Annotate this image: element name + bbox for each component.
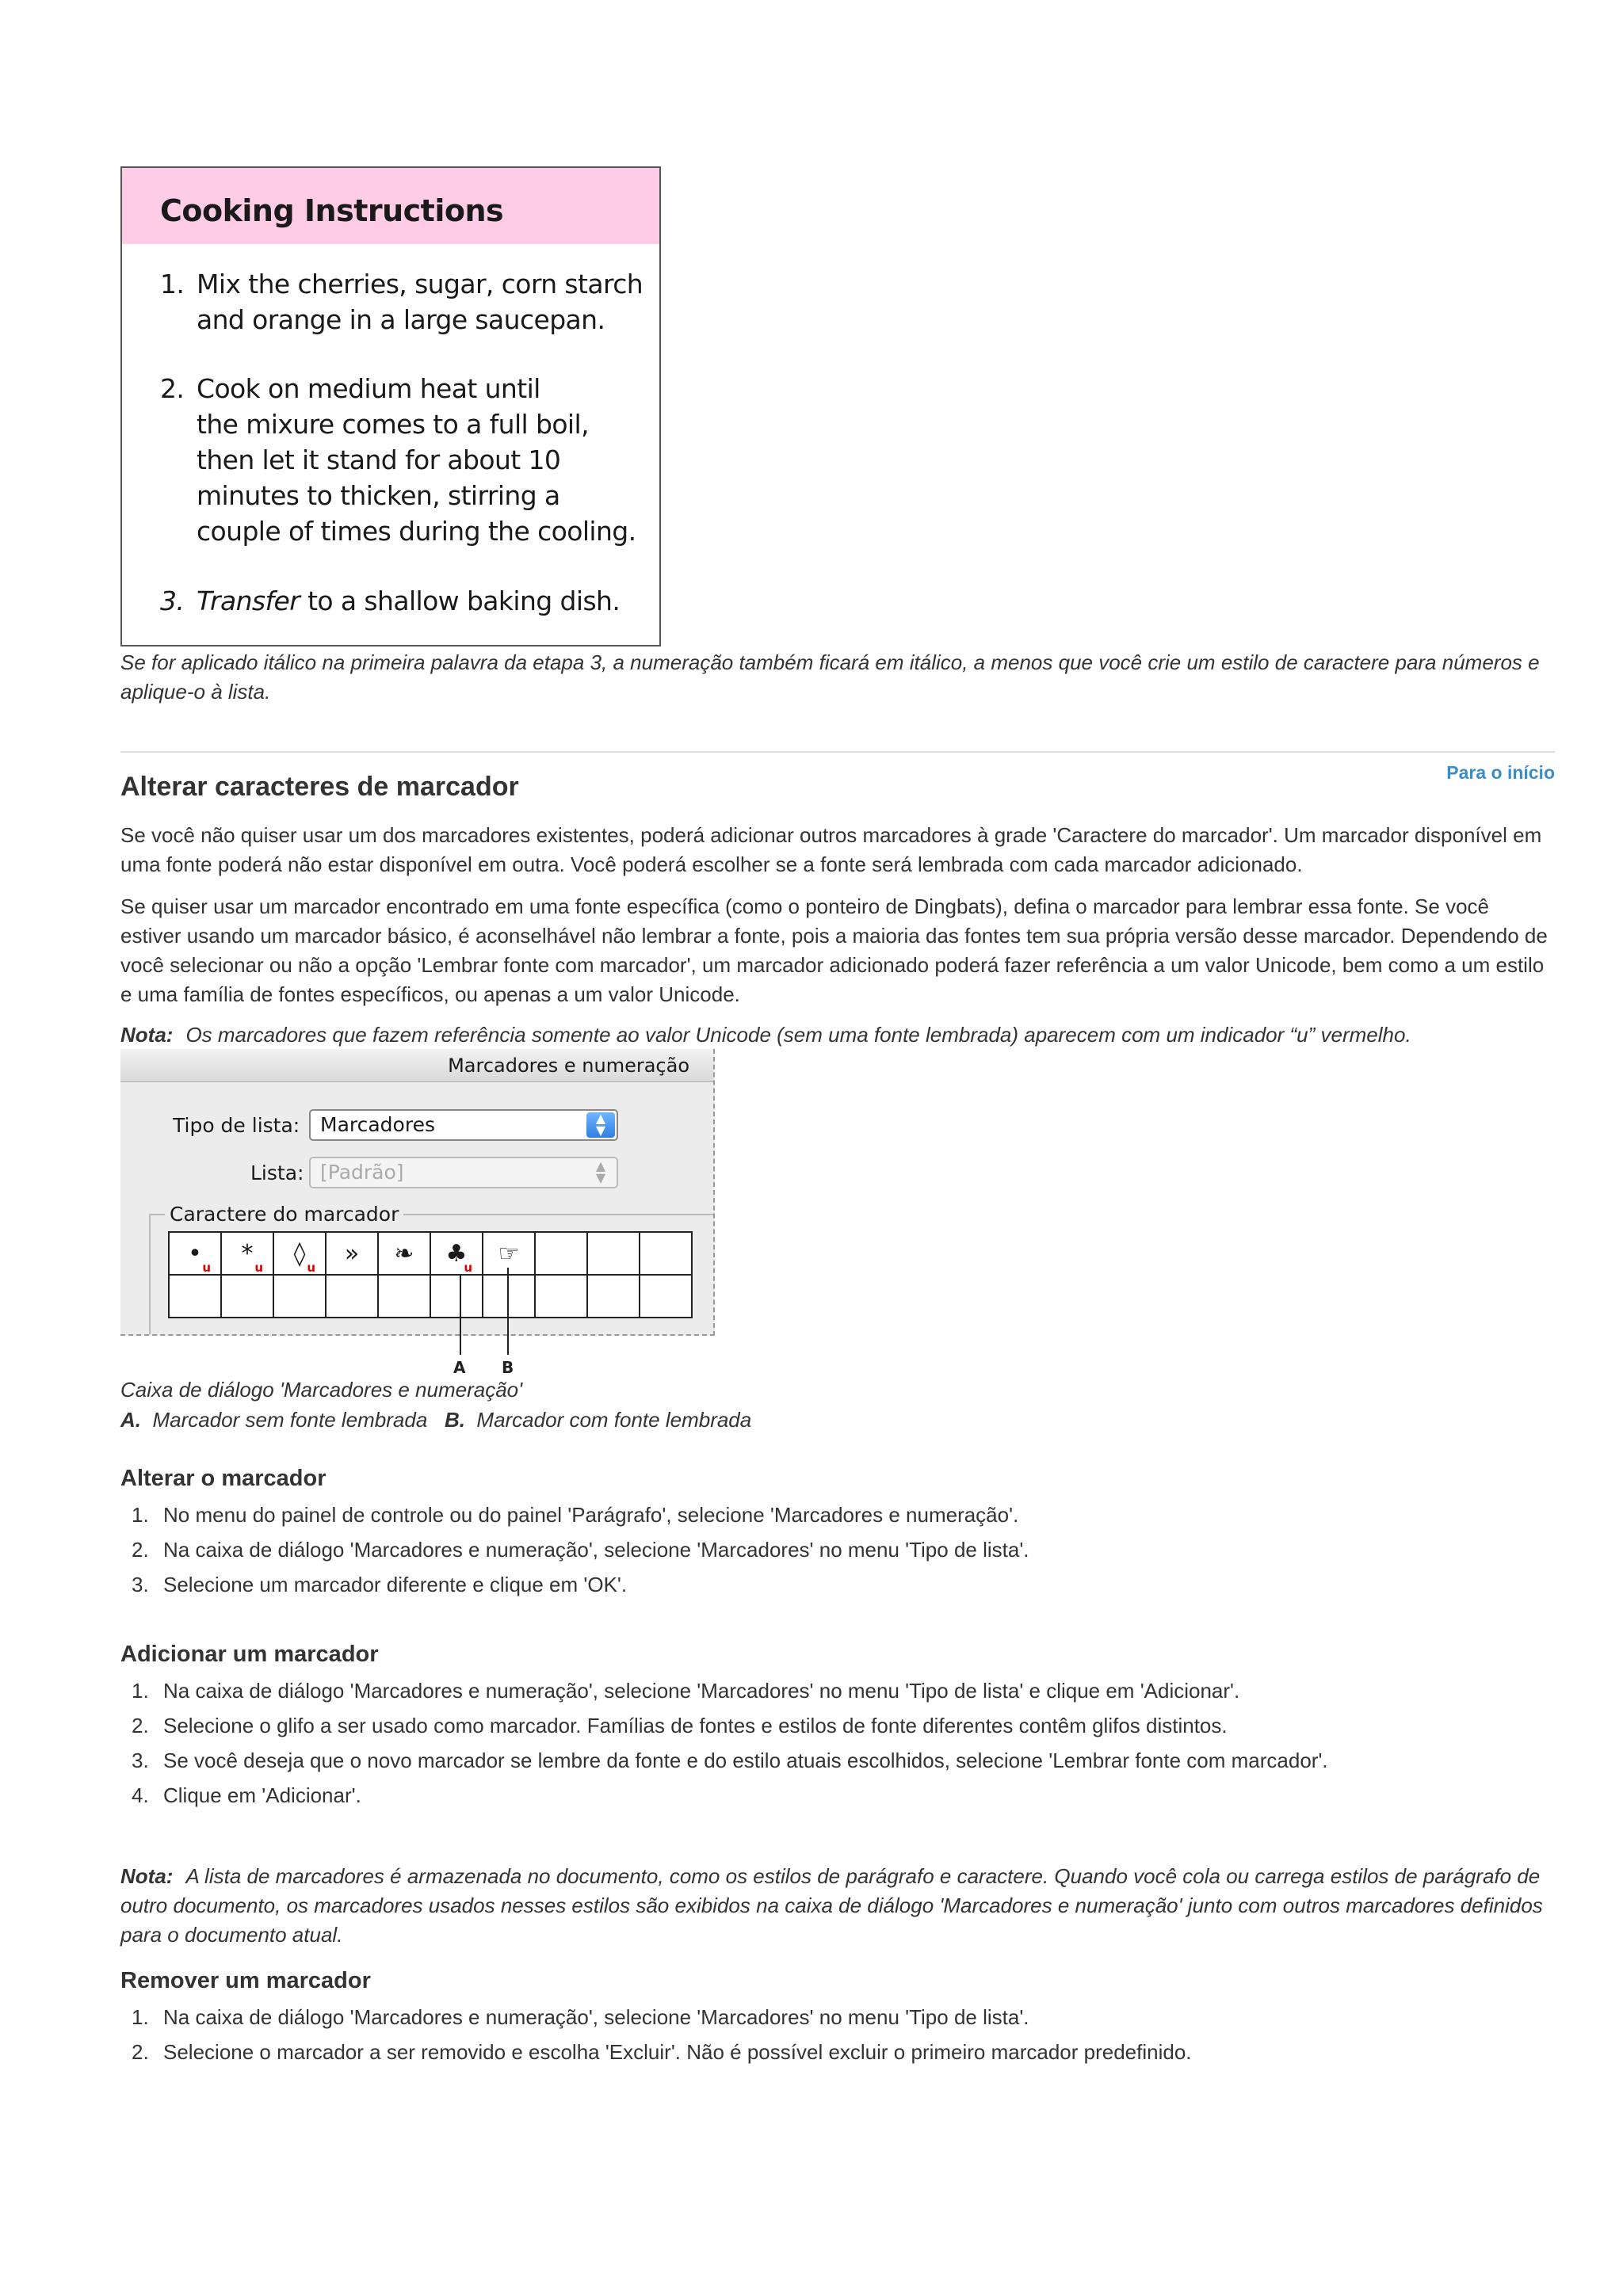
bullet-cell[interactable] xyxy=(587,1232,640,1275)
bullet-cell[interactable]: ☞ xyxy=(483,1232,535,1275)
note-bullet-list: Nota: A lista de marcadores é armazenada no documento, como os estilos de parágrafo e caractere. Quando você cola ou carrega estilos de parágrafo de outro documento, os marcadores usados nesses estilos são exibidos na caixa de diálogo 'Marcadores e numeração' junto com outros marcadores definidos para o documento atual. xyxy=(120,1864,1543,1947)
bullet-cell[interactable]: ❧ xyxy=(378,1232,430,1275)
unicode-indicator: u xyxy=(202,1261,211,1275)
list-item: 2. Selecione o marcador a ser removido e escolha 'Excluir'. Não é possível excluir o primeiro marcador predefinido. xyxy=(132,2040,1192,2064)
bullet-cell[interactable] xyxy=(378,1275,430,1318)
list-item: 1. Na caixa de diálogo 'Marcadores e numeração', selecione 'Marcadores' no menu 'Tipo de lista'. xyxy=(132,2005,1029,2029)
bullet-cell[interactable] xyxy=(640,1275,692,1318)
paragraph-1: Se você não quiser usar um dos marcadores existentes, poderá adicionar outros marcadores à grade 'Caractere do marcador'. Um marcador disponível em uma fonte poderá não estar disponível em outra. Você poderá escolher se a fonte será lembrada com cada marcador adicionado. xyxy=(120,823,1542,876)
list-select[interactable]: [Padrão] ▲ ▼ xyxy=(309,1157,618,1188)
unicode-indicator: u xyxy=(254,1261,263,1275)
paragraph-2: Se quiser usar um marcador encontrado em uma fonte específica (como o ponteiro de Dingbats), defina o marcador para lembrar essa fonte. Se você estiver usando um marcador básico, é aconselhável não lembrar a fonte, pois a maioria das fontes tem sua própria versão desse marcador. Dependendo de você selecionar ou não a opção 'Lembrar fonte com marcador', um marcador adicionado poderá fazer referência a um valor Unicode, bem como a um estilo e uma família de fontes específicos, ou apenas a um valor Unicode. xyxy=(120,894,1548,1006)
list-item: 1. No menu do painel de controle ou do painel 'Parágrafo', selecione 'Marcadores e numeração'. xyxy=(132,1503,1019,1527)
unicode-indicator: u xyxy=(307,1261,315,1275)
bullet-cell[interactable] xyxy=(535,1275,587,1318)
bullet-character-grid xyxy=(168,1231,693,1318)
bullets-numbering-dialog xyxy=(120,1049,715,1336)
cooking-step-1: 1. Mix the cherries, sugar, corn starch and orange in a large saucepan. xyxy=(160,269,643,335)
callout-label-b: B xyxy=(502,1358,514,1377)
bullet-cell[interactable]: ♣ u xyxy=(430,1232,483,1275)
list-type-select[interactable]: Marcadores ▲ ▼ xyxy=(309,1109,618,1141)
bullet-character-label: Caractere do marcador xyxy=(165,1203,403,1226)
remove-bullet-steps xyxy=(120,2003,1396,2073)
bullet-cell[interactable] xyxy=(535,1232,587,1275)
bullet-cell[interactable] xyxy=(273,1275,326,1318)
select-arrows-icon: ▲ ▼ xyxy=(586,1112,615,1138)
list-item: 4. Clique em 'Adicionar'. xyxy=(132,1783,361,1807)
cooking-title: Cooking Instructions xyxy=(122,168,659,244)
cooking-step-2: 2. Cook on medium heat until the mixure comes to a full boil, then let it stand for about 10 minutes to thicken, stirring a couple of times during the cooling. xyxy=(160,373,636,547)
callout-line-b xyxy=(507,1268,509,1355)
bullet-cell[interactable] xyxy=(221,1275,273,1318)
list-item: 3. Se você deseja que o novo marcador se lembre da fonte e do estilo atuais escolhidos, selecione 'Lembrar fonte com marcador'. xyxy=(132,1749,1328,1772)
list-item: 2. Na caixa de diálogo 'Marcadores e numeração', selecione 'Marcadores' no menu 'Tipo de lista'. xyxy=(132,1538,1029,1562)
back-to-top-link[interactable]: Para o início xyxy=(1446,762,1555,783)
figure-caption-cooking: Se for aplicado itálico na primeira palavra da etapa 3, a numeração também ficará em itálico, a menos que você crie um estilo de caractere para números e aplique-o à lista. xyxy=(120,650,1540,704)
cooking-step-3: 3. Transfer to a shallow baking dish. xyxy=(160,585,621,616)
figure-caption-dialog: Caixa de diálogo 'Marcadores e numeração' xyxy=(120,1378,523,1402)
list-item: 2. Selecione o glifo a ser usado como marcador. Famílias de fontes e estilos de fonte diferentes contêm glifos distintos. xyxy=(132,1714,1228,1737)
section-title: Alterar caracteres de marcador xyxy=(120,772,519,802)
unicode-indicator: u xyxy=(464,1261,472,1275)
list-item: 1. Na caixa de diálogo 'Marcadores e numeração', selecione 'Marcadores' no menu 'Tipo de lista' e clique em 'Adicionar'. xyxy=(132,1679,1240,1703)
list-item: 3. Selecione um marcador diferente e clique em 'OK'. xyxy=(132,1573,628,1596)
bullet-cell[interactable]: * u xyxy=(221,1232,273,1275)
note-label: Nota: xyxy=(120,1023,174,1047)
figure-legend: A. Marcador sem fonte lembrada B. Marcador com fonte lembrada xyxy=(120,1408,752,1432)
list-label: Lista: xyxy=(250,1161,304,1184)
dialog-title: Marcadores e numeração xyxy=(120,1049,713,1082)
add-bullet-steps xyxy=(120,1676,1396,1816)
change-bullet-title: Alterar o marcador xyxy=(120,1466,327,1491)
callout-label-a: A xyxy=(453,1358,466,1377)
list-type-label: Tipo de lista: xyxy=(173,1114,300,1137)
note-unicode: Nota: Os marcadores que fazem referência somente ao valor Unicode (sem uma fonte lembrada) aparecem com um indicador “u” vermelho. xyxy=(120,1023,1411,1047)
remove-bullet-title: Remover um marcador xyxy=(120,1968,371,1993)
section-divider xyxy=(120,751,1555,753)
bullet-cell[interactable]: » xyxy=(326,1232,378,1275)
bullet-cell[interactable]: ◊ u xyxy=(273,1232,326,1275)
note-label: Nota: xyxy=(120,1864,174,1888)
cooking-instructions-figure xyxy=(120,166,661,646)
bullet-cell[interactable]: • u xyxy=(169,1232,221,1275)
bullet-cell[interactable] xyxy=(169,1275,221,1318)
bullet-cell[interactable] xyxy=(587,1275,640,1318)
bullet-cell[interactable] xyxy=(640,1232,692,1275)
bullet-cell[interactable] xyxy=(430,1275,483,1318)
add-bullet-title: Adicionar um marcador xyxy=(120,1642,379,1667)
select-arrows-icon: ▲ ▼ xyxy=(595,1158,606,1185)
callout-line-a xyxy=(460,1274,461,1355)
change-bullet-steps xyxy=(120,1501,1396,1605)
bullet-cell[interactable] xyxy=(326,1275,378,1318)
bullet-cell[interactable] xyxy=(483,1275,535,1318)
